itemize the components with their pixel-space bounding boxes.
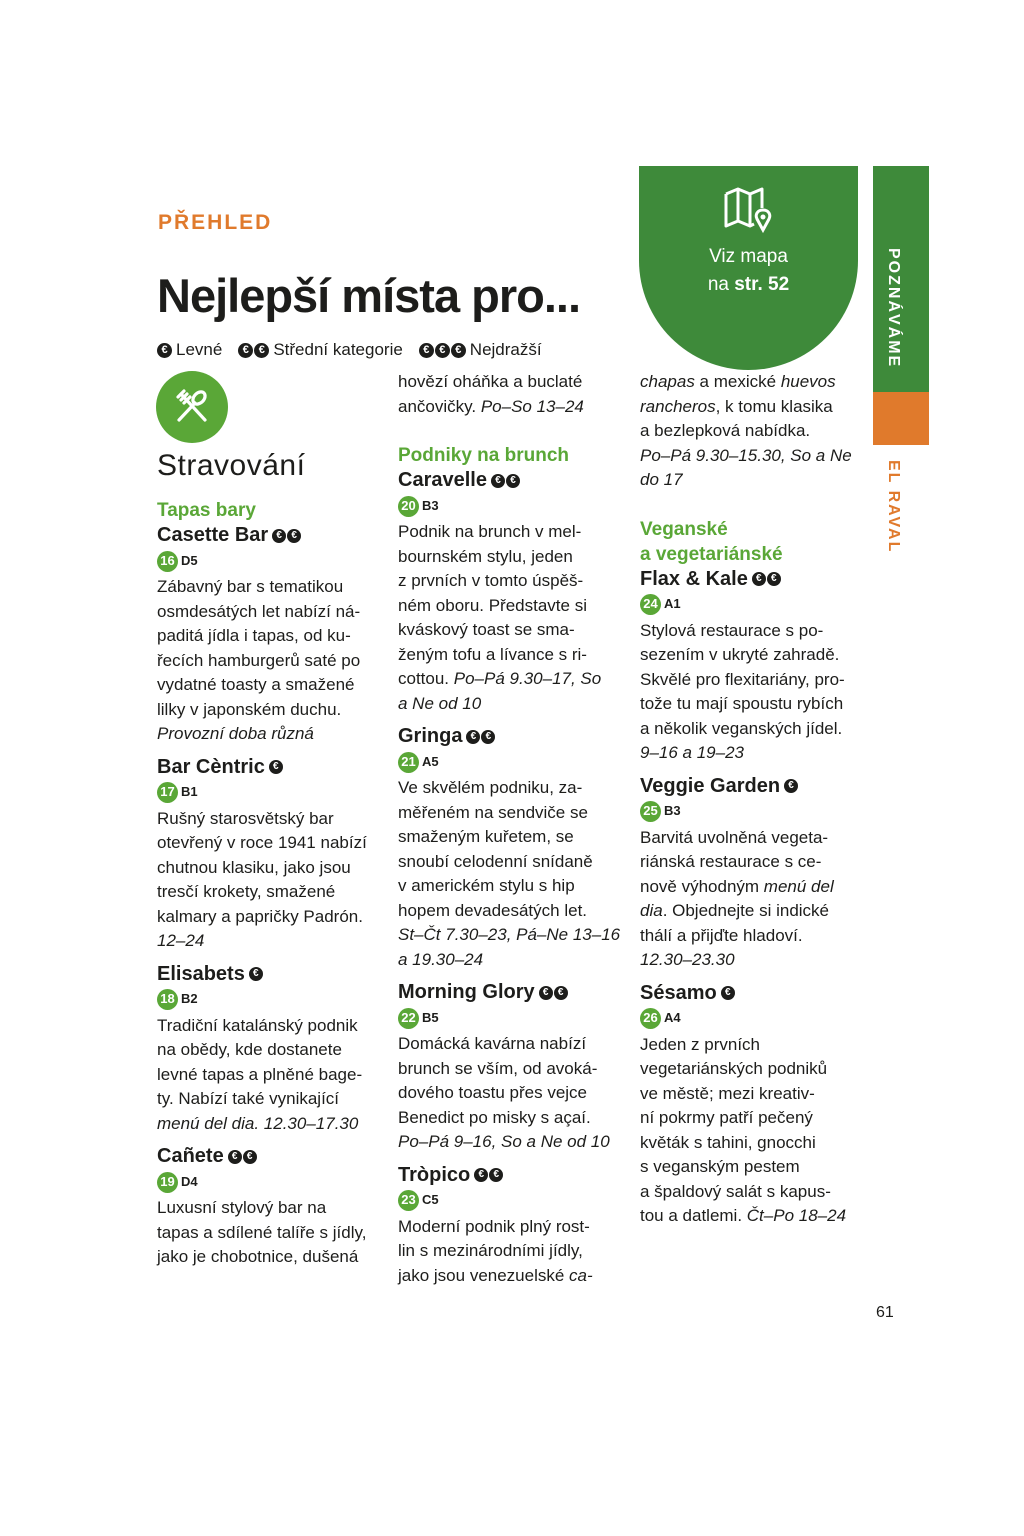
venue-title: Gringa bbox=[398, 725, 463, 747]
venue-desc: Ve skvělém podniku, za- měřeném na sendviče se smaženým kuřetem, se snoubí celodenní snídaně v americkém stylu s hip hopem devadesátých let. St–Čt 7.30–23, Pá–Ne 13–16 a 19.30–24 bbox=[398, 778, 621, 969]
map-reference-text bbox=[639, 243, 858, 299]
side-tab-poznavame-label: POZNÁVÁME bbox=[885, 248, 902, 369]
venue-title: Veggie Garden bbox=[640, 774, 781, 797]
venue-title: Cañete bbox=[157, 1145, 224, 1167]
price-legend bbox=[157, 340, 558, 360]
venue-ref bbox=[157, 782, 385, 804]
map-marker-number: 26 bbox=[640, 1008, 661, 1029]
price-level bbox=[272, 529, 302, 543]
page-number: 61 bbox=[876, 1304, 894, 1321]
venue-desc: Luxusní stylový bar na tapas a sdílené talíře s jídly, jako je chobotnice, dušená bbox=[157, 1198, 367, 1266]
venue-title: Tròpico bbox=[398, 1163, 471, 1186]
price-level bbox=[539, 986, 569, 1000]
venue-ref bbox=[398, 1190, 626, 1212]
euro-icon: € bbox=[272, 529, 286, 543]
venue-name bbox=[398, 724, 626, 749]
venue-name bbox=[640, 981, 868, 1006]
grid-ref: B1 bbox=[181, 784, 198, 800]
venue-desc: Domácká kavárna nabízí brunch se vším, od avoká- dového toastu přes vejce Benedict po misky s açaí. Po–Pá 9–16, So a Ne od 10 bbox=[398, 1034, 610, 1151]
euro-icon: € bbox=[784, 779, 798, 793]
subhead-brunch: Podniky na brunch bbox=[398, 445, 570, 466]
venue-desc: Rušný starosvětský bar otevřený v roce 1941 nabízí chutnou klasiku, jako jsou tresčí krokety, smažené kalmary a papričky Padrón. 12–24 bbox=[157, 808, 367, 950]
subhead-vegan: Veganské a vegetariánské bbox=[640, 518, 783, 565]
euro-icon: € bbox=[157, 343, 172, 358]
subhead-tapas: Tapas bary bbox=[157, 500, 256, 521]
column-1 bbox=[157, 498, 385, 1270]
euro-icon: € bbox=[481, 730, 495, 744]
venue-title: Caravelle bbox=[398, 469, 487, 491]
map-marker-number: 25 bbox=[640, 801, 661, 822]
column-3 bbox=[640, 370, 868, 1229]
venue-title: Casette Bar bbox=[157, 524, 269, 546]
venue-ref bbox=[157, 1171, 385, 1193]
map-page-ref: str. 52 bbox=[734, 274, 790, 295]
map-marker-number: 22 bbox=[398, 1008, 419, 1029]
map-marker-number: 16 bbox=[157, 551, 178, 572]
map-marker-number: 23 bbox=[398, 1190, 419, 1211]
euro-icon: € bbox=[238, 343, 253, 358]
legend-label: Levné bbox=[176, 340, 223, 359]
map-marker-number: 18 bbox=[157, 989, 178, 1010]
euro-icon: € bbox=[554, 986, 568, 1000]
euro-icon: € bbox=[474, 1168, 488, 1182]
column-2 bbox=[398, 370, 626, 1288]
venue-name bbox=[157, 755, 385, 780]
venue-ref bbox=[640, 801, 868, 823]
section-label: PŘEHLED bbox=[158, 211, 273, 234]
legend-cheap bbox=[157, 340, 222, 360]
grid-ref: B5 bbox=[422, 1009, 439, 1025]
euro-icon: € bbox=[269, 760, 283, 774]
side-tab-el-raval-label: EL RAVAL bbox=[885, 460, 902, 554]
venue-ref bbox=[157, 550, 385, 572]
price-level bbox=[249, 967, 264, 981]
euro-icon: € bbox=[243, 1150, 257, 1164]
grid-ref: A5 bbox=[422, 753, 439, 769]
venue-name bbox=[398, 980, 626, 1005]
map-marker-number: 19 bbox=[157, 1172, 178, 1193]
legend-label: Nejdražší bbox=[469, 340, 542, 359]
venue-desc: Tradiční katalánský podnik na obědy, kde dostanete levné tapas a plněné bage- ty. Nabízí také vynikající menú del dia. 12.30–17.30 bbox=[157, 1015, 363, 1133]
map-pin-icon bbox=[722, 186, 776, 234]
venue-ref bbox=[398, 751, 626, 773]
venue-name bbox=[398, 1163, 626, 1188]
grid-ref: A4 bbox=[664, 1010, 681, 1026]
page-title: Nejlepší místa pro... bbox=[157, 269, 581, 322]
euro-icon: € bbox=[254, 343, 269, 358]
venue-desc: Zábavný bar s tematikou osmdesátých let nabízí ná- paditá jídla i tapas, od ku- řecích hamburgerů saté po vydatné toasty a smažené lilky v japonském duchu. Provozní doba různá bbox=[157, 577, 361, 743]
venue-name bbox=[157, 962, 385, 987]
price-level bbox=[752, 572, 782, 586]
euro-icon: € bbox=[721, 986, 735, 1000]
venue-desc: Moderní podnik plný rost- lin s mezinárodními jídly, jako jsou venezuelské ca- bbox=[398, 1216, 593, 1285]
venue-ref bbox=[640, 594, 868, 616]
venue-ref bbox=[640, 1008, 868, 1030]
grid-ref: D4 bbox=[181, 1173, 198, 1189]
venue-ref bbox=[157, 989, 385, 1011]
venue-title: Morning Glory bbox=[398, 981, 535, 1003]
venue-name bbox=[398, 468, 626, 493]
euro-icon: € bbox=[506, 474, 520, 488]
side-tab-marker bbox=[873, 392, 929, 445]
price-level bbox=[269, 760, 284, 774]
euro-icon: € bbox=[228, 1150, 242, 1164]
euro-icon: € bbox=[435, 343, 450, 358]
legend-label: Střední kategorie bbox=[273, 340, 403, 359]
venue-desc: Jeden z prvních vegetariánských podniků ve městě; mezi kreativ- ní pokrmy patří pečený květák s tahini, gnocchi s veganským pestem a špaldový salát s kapus- tou a datlemi. Čt–Po 18–24 bbox=[640, 1034, 847, 1225]
euro-icon: € bbox=[287, 529, 301, 543]
euro-icon: € bbox=[767, 572, 781, 586]
venue-name bbox=[157, 1144, 385, 1169]
grid-ref: C5 bbox=[422, 1192, 439, 1208]
venue-desc-continued: chapas a mexické huevos rancheros, k tomu klasika a bezlepková nabídka. Po–Pá 9.30–15.30, So a Ne do 17 bbox=[640, 372, 852, 489]
venue-desc: Stylová restaurace s po- sezením v ukryté zahradě. Skvělé pro flexitariány, pro- tože tu mají spoustu rybích a několik veganských jídel. 9–16 a 19–23 bbox=[640, 620, 845, 762]
price-level bbox=[228, 1150, 258, 1164]
category-title: Stravování bbox=[157, 449, 306, 482]
venue-title: Sésamo bbox=[640, 981, 717, 1004]
price-level bbox=[784, 779, 799, 793]
venue-name bbox=[640, 567, 868, 592]
venue-title: Elisabets bbox=[157, 962, 245, 985]
grid-ref: A1 bbox=[664, 596, 681, 612]
venue-title: Flax & Kale bbox=[640, 567, 748, 590]
euro-icon: € bbox=[249, 967, 263, 981]
venue-ref bbox=[398, 1007, 626, 1029]
euro-icon: € bbox=[489, 1168, 503, 1182]
price-level bbox=[721, 986, 736, 1000]
fork-spoon-icon bbox=[156, 371, 228, 443]
map-line1: Viz mapa bbox=[709, 246, 788, 267]
venue-title: Bar Cèntric bbox=[157, 755, 265, 778]
legend-expensive bbox=[419, 340, 542, 360]
map-line2 bbox=[639, 271, 858, 299]
price-level bbox=[466, 730, 496, 744]
price-level bbox=[491, 474, 521, 488]
venue-name bbox=[640, 774, 868, 799]
venue-desc: Barvitá uvolněná vegeta- riánská restaurace s ce- nově výhodným menú del dia. Objednejte si indické thálí a přijďte hladoví. 12.30–23.30 bbox=[640, 827, 834, 969]
legend-mid bbox=[238, 340, 402, 360]
venue-desc: Podnik na brunch v mel- bournském stylu, jeden z prvních v tomto úspěš- ném oboru. Představte si kváskový toast se sma- ženým tofu a lívance s ri- cottou. Po–Pá 9.30–17, So a Ne od 10 bbox=[398, 522, 602, 713]
euro-icon: € bbox=[451, 343, 466, 358]
map-line2-prefix: na bbox=[707, 274, 735, 295]
grid-ref: B3 bbox=[664, 803, 681, 819]
venue-name bbox=[157, 523, 385, 548]
map-marker-number: 24 bbox=[640, 594, 661, 615]
euro-icon: € bbox=[419, 343, 434, 358]
venue-ref bbox=[398, 495, 626, 517]
euro-icon: € bbox=[752, 572, 766, 586]
grid-ref: B2 bbox=[181, 991, 198, 1007]
map-marker-number: 21 bbox=[398, 752, 419, 773]
grid-ref: D5 bbox=[181, 552, 198, 568]
euro-icon: € bbox=[466, 730, 480, 744]
map-marker-number: 17 bbox=[157, 782, 178, 803]
price-level bbox=[474, 1168, 504, 1182]
venue-desc-continued: hovězí oháňka a buclaté ančovičky. Po–So 13–24 bbox=[398, 372, 584, 416]
euro-icon: € bbox=[491, 474, 505, 488]
euro-icon: € bbox=[539, 986, 553, 1000]
grid-ref: B3 bbox=[422, 497, 439, 513]
map-marker-number: 20 bbox=[398, 496, 419, 517]
